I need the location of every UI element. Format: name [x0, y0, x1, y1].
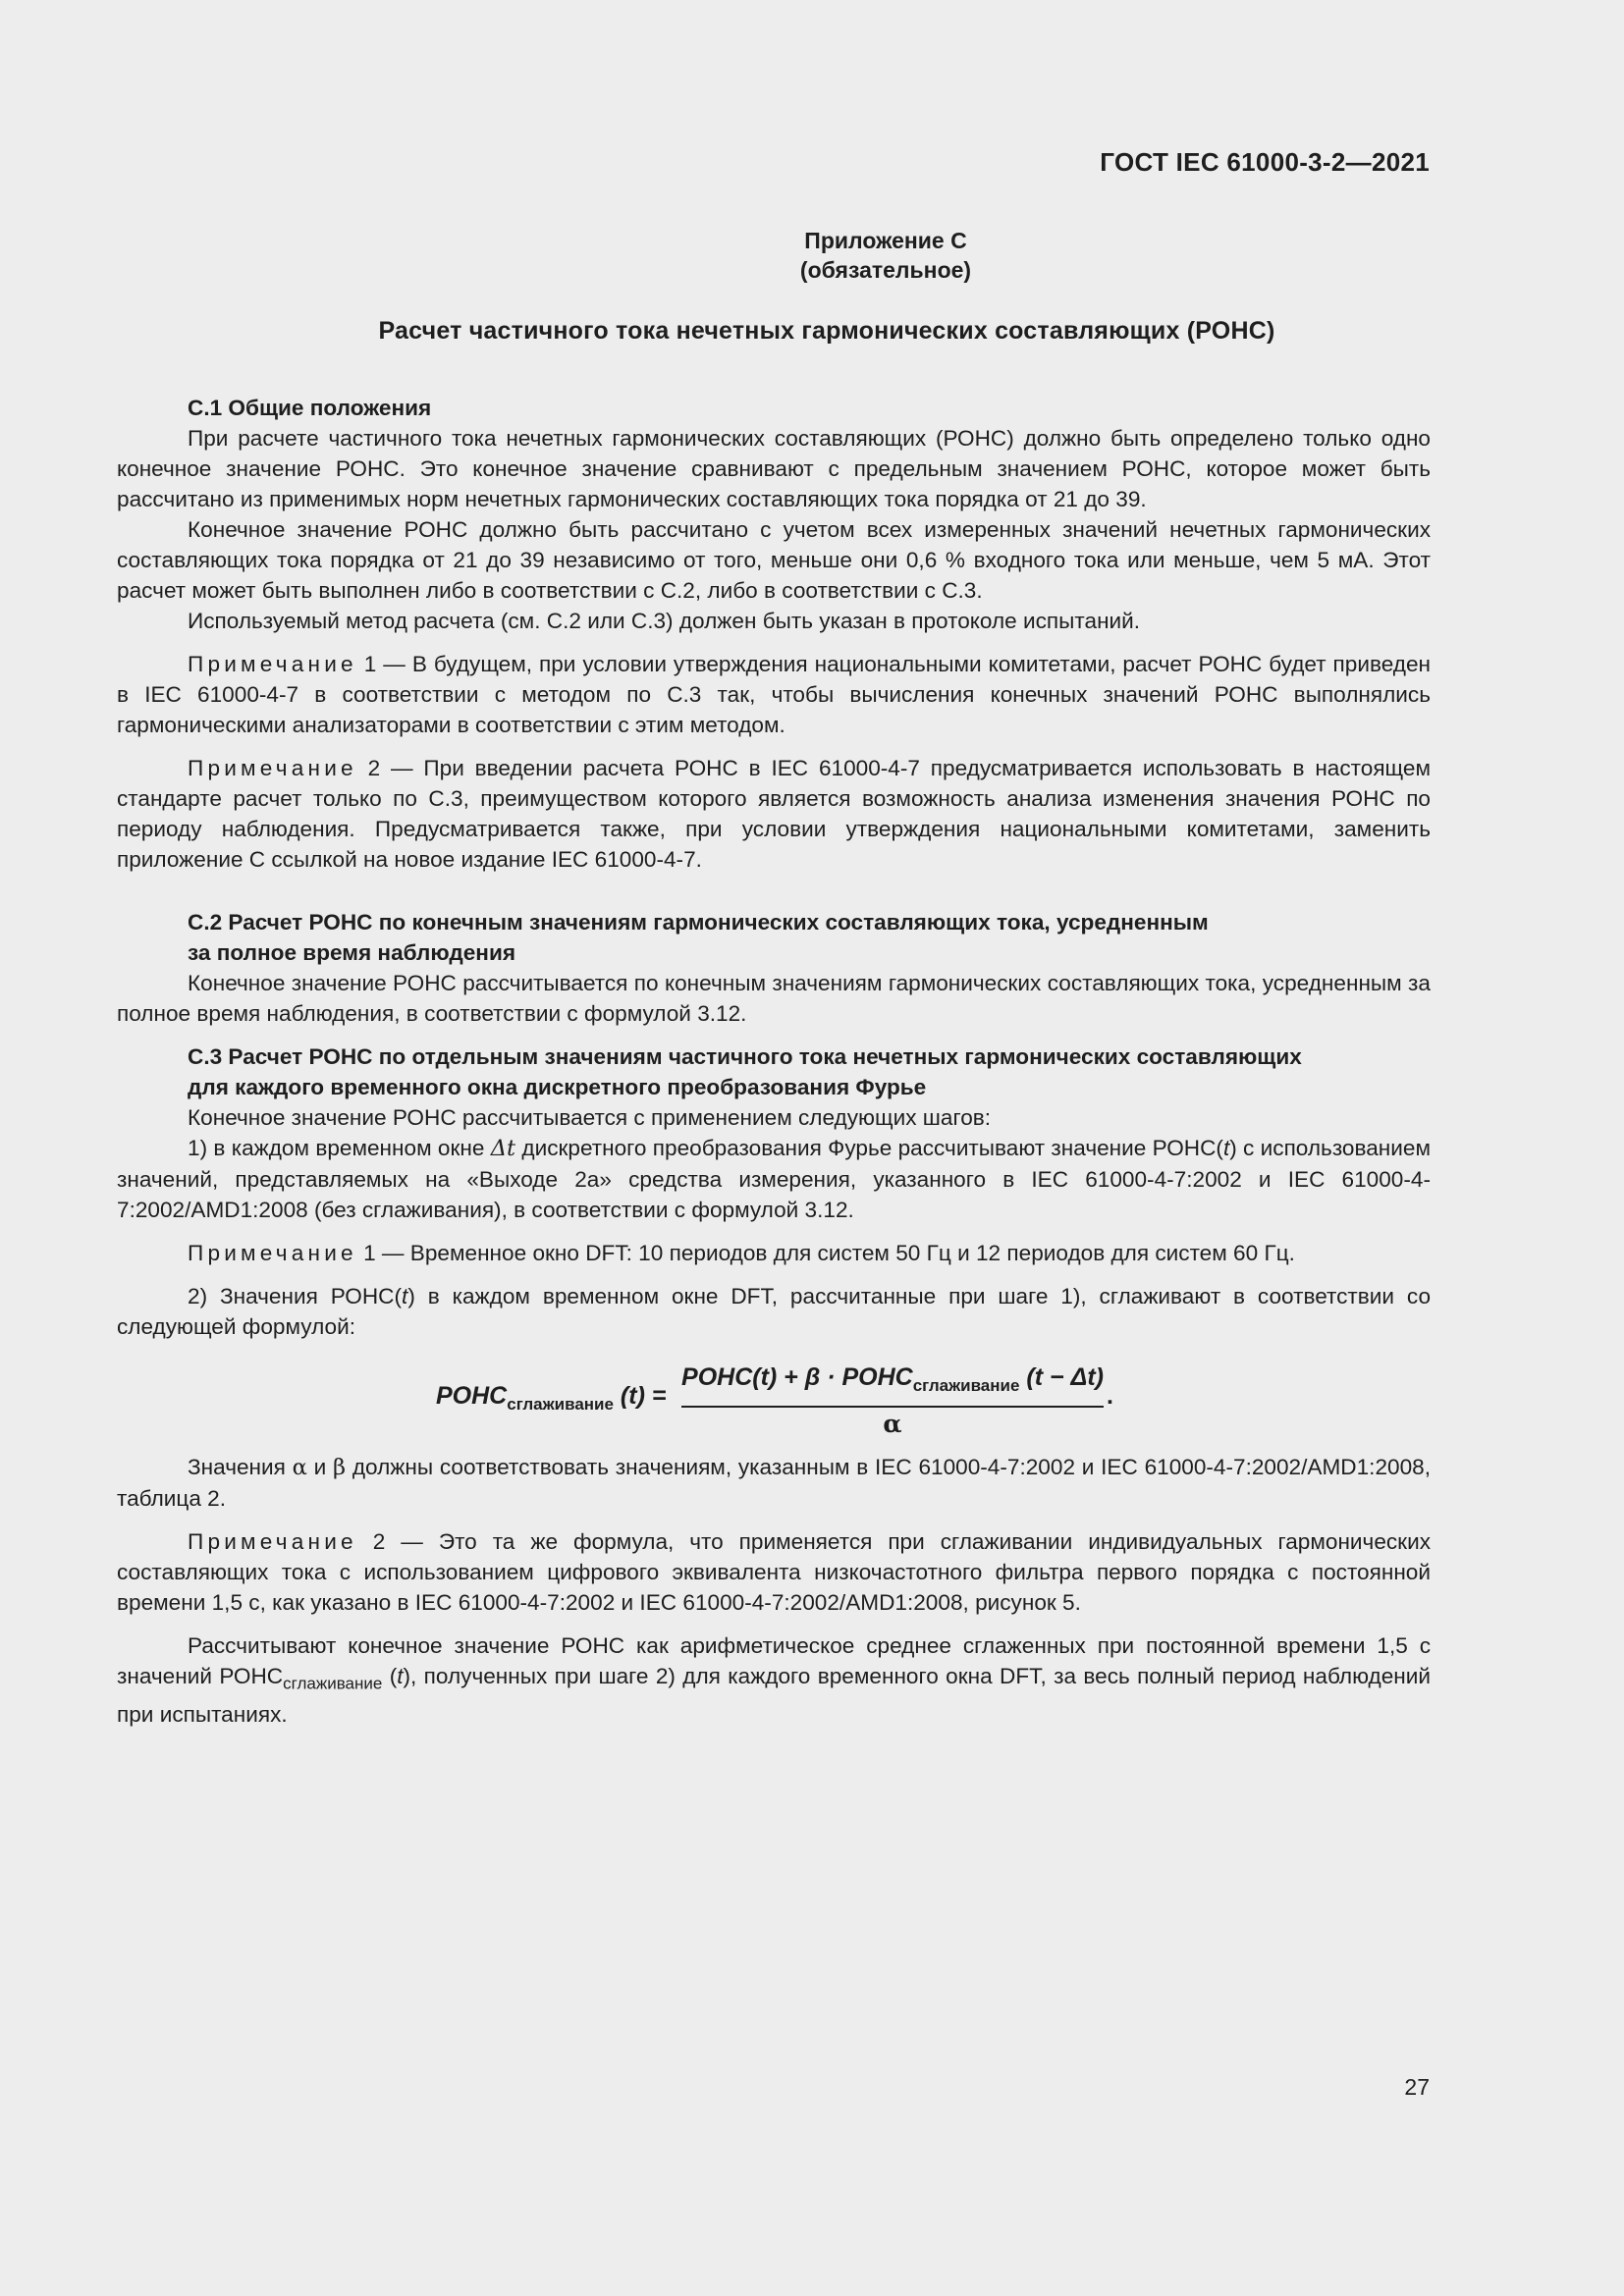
section-c1-paragraph-3: Используемый метод расчета (см. С.2 или С.3) должен быть указан в протоколе испытаний.	[188, 609, 1141, 633]
text-run: Рассчитывают конечное значение РОНС как арифметическое среднее сглаженных при постоянной времени 1,5 с значений РОНС	[117, 1633, 1431, 1688]
page-number: 27	[1404, 2074, 1430, 2100]
note-text: 1 — В будущем, при условии утверждения национальными комитетами, расчет РОНС будет приведен в IEC 61000-4-7 в соответствии с методом по С.3 так, чтобы вычисления конечных значений РОНС выполнялись гармоническими анализаторами в соответствии с этим методом.	[117, 652, 1431, 737]
note-label: Примечание	[188, 652, 357, 676]
annex-title: Приложение С	[804, 228, 967, 253]
formula-lhs	[436, 1381, 666, 1419]
heading-line-1: С.2 Расчет РОНС по конечным значениям гармонических составляющих тока, усредненным	[188, 910, 1209, 934]
section-c3-step-2	[117, 1281, 1431, 1342]
text-run: дискретного преобразования Фурье рассчитывают значение РОНС(	[515, 1136, 1223, 1160]
heading-line-2: за полное время наблюдения	[188, 940, 516, 965]
heading-line-1: С.3 Расчет РОНС по отдельным значениям частичного тока нечетных гармонических составляющих	[188, 1044, 1302, 1069]
text-run: должны соответствовать значениям, указанным в IEC 61000-4-7:2002 и IEC 61000-4-7:2002/AMD1:2008, таблица 2.	[117, 1455, 1431, 1511]
t-symbol: t	[402, 1284, 408, 1308]
section-c3-note-1	[117, 1238, 1431, 1268]
annex-status: (обязательное)	[799, 257, 972, 283]
numerator-subscript: сглаживание	[912, 1376, 1020, 1395]
section-c3-paragraph-1: Конечное значение РОНС рассчитывается с применением следующих шагов:	[188, 1105, 992, 1130]
annex-label-block	[0, 226, 1624, 285]
section-c1-note-1	[117, 649, 1431, 740]
formula-numerator	[681, 1360, 1104, 1404]
section-c1-note-2	[117, 753, 1431, 875]
fraction-bar	[681, 1406, 1104, 1408]
formula-lhs-subscript: сглаживание	[507, 1395, 614, 1414]
text-run: ) с использованием значений, представляемых на «Выходе 2а» средства измерения, указанного в IEC 61000-4-7:2002 и IEC 61000-4-7:2002/AMD1:2008 (без сглаживания), в соответствии с формулой 3.12.	[117, 1136, 1432, 1222]
text-run: 1) в каждом временном окне	[188, 1136, 491, 1160]
formula-fraction	[681, 1360, 1104, 1439]
text-run: 2) Значения РОНС(	[188, 1284, 403, 1308]
note-label: Примечание	[188, 1529, 357, 1554]
numerator-argument: (t − Δt)	[1026, 1363, 1104, 1391]
t-symbol: t	[1222, 1136, 1230, 1160]
subscript: сглаживание	[283, 1674, 383, 1693]
t-symbol: t	[397, 1664, 404, 1688]
heading-line-2: для каждого временного окна дискретного преобразования Фурье	[188, 1075, 927, 1099]
section-c3-note-2	[117, 1526, 1431, 1618]
text-run: ), полученных при шаге 2) для каждого временного окна DFT, за весь полный период наблюдений при испытаниях.	[117, 1664, 1432, 1727]
document-body	[117, 393, 1431, 1730]
text-run: Значения	[188, 1455, 293, 1479]
formula-terminator: .	[1107, 1382, 1113, 1410]
formula-lhs-argument: (t) =	[620, 1382, 667, 1410]
text-run: (	[382, 1664, 398, 1688]
note-label: Примечание	[188, 1241, 357, 1265]
alpha-symbol: α	[292, 1455, 307, 1480]
note-label: Примечание	[188, 756, 357, 780]
section-c2-paragraph-1: Конечное значение РОНС рассчитывается по конечным значениям гармонических составляющих тока, усредненным за полное время наблюдения, в соответствии с формулой 3.12.	[117, 971, 1431, 1026]
standard-designation: ГОСТ IEC 61000-3-2—2021	[1100, 147, 1430, 177]
text-run: и	[306, 1455, 334, 1479]
note-text: 2 — При введении расчета РОНС в IEC 61000-4-7 предусматривается использовать в настоящем стандарте расчет только по С.3, преимуществом которого является возможность анализа изменения значения РОНС по периоду наблюдения. Предусматривается также, при условии утверждения национальными комитетами, заменить приложение С ссылкой на новое издание IEC 61000-4-7.	[117, 756, 1431, 872]
text-run: ) в каждом временном окне DFT, рассчитанные при шаге 1), сглаживают в соответствии со следующей формулой:	[117, 1284, 1432, 1339]
formula-lhs-main: РОНС	[436, 1382, 508, 1410]
formula-denominator: α	[883, 1410, 902, 1438]
smoothing-formula	[117, 1360, 1431, 1440]
section-c3-final-paragraph	[117, 1630, 1431, 1730]
numerator-main: РОНС(t) + β · РОНС	[681, 1363, 913, 1391]
section-c3-heading	[117, 1041, 1431, 1102]
section-c1-heading: С.1 Общие положения	[188, 396, 432, 420]
note-text: 2 — Это та же формула, что применяется при сглаживании индивидуальных гармонических составляющих тока с использованием цифрового эквивалента низкочастотного фильтра первого порядка с постоянной времени 1,5 с, как указано в IEC 61000-4-7:2002 и IEC 61000-4-7:2002/AMD1:2008, рисунок 5.	[117, 1529, 1431, 1615]
section-c3-alpha-beta-paragraph	[117, 1452, 1431, 1514]
section-c1-paragraph-1: При расчете частичного тока нечетных гармонических составляющих (РОНС) должно быть определено только одно конечное значение РОНС. Это конечное значение сравнивают с предельным значением РОНС, которое может быть рассчитано из применимых норм нечетных гармонических составляющих тока порядка от 21 до 39.	[117, 426, 1431, 511]
section-c2-heading	[117, 907, 1431, 968]
beta-symbol: β	[333, 1455, 347, 1480]
annex-heading: Расчет частичного тока нечетных гармонических составляющих (РОНС)	[378, 317, 1275, 345]
section-c1-paragraph-2: Конечное значение РОНС должно быть рассчитано с учетом всех измеренных значений нечетных гармонических составляющих тока порядка от 21 до 39 независимо от того, меньше они 0,6 % входного тока или меньше, чем 5 мА. Этот расчет может быть выполнен либо в соответствии с С.2, либо в соответствии с С.3.	[117, 517, 1431, 603]
delta-t-symbol: Δt	[490, 1136, 516, 1161]
note-text: 1 — Временное окно DFT: 10 периодов для систем 50 Гц и 12 периодов для систем 60 Гц.	[363, 1241, 1295, 1265]
section-c3-step-1	[117, 1133, 1431, 1225]
